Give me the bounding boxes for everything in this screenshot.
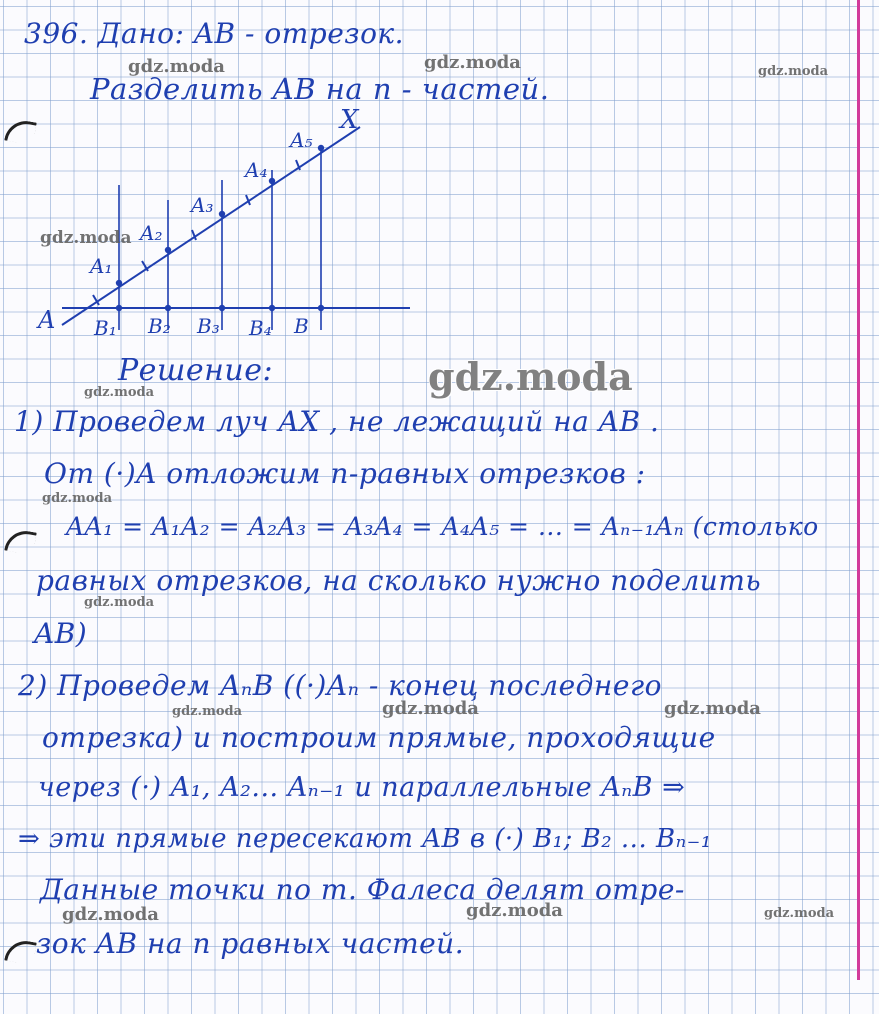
label-a1: A₁ bbox=[90, 254, 113, 278]
watermark: gdz.moda bbox=[128, 56, 225, 77]
watermark-large: gdz.moda bbox=[428, 354, 633, 399]
label-a5: A₅ bbox=[290, 128, 313, 152]
watermark: gdz.moda bbox=[42, 491, 113, 506]
solution-heading: Решение: bbox=[118, 353, 274, 388]
point-b1 bbox=[116, 305, 122, 311]
label-b: B bbox=[294, 314, 309, 338]
label-a3: A₃ bbox=[191, 193, 214, 217]
step-1-note: равных отрезков, на сколько нужно поделить bbox=[36, 564, 762, 597]
label-point-a: A bbox=[38, 306, 56, 334]
step-2-through-points: через (·) A₁, A₂... Aₙ₋₁ и параллельные AₙB ⇒ bbox=[38, 772, 686, 803]
watermark: gdz.moda bbox=[466, 900, 563, 921]
point-a5 bbox=[318, 145, 324, 151]
label-ray-x: X bbox=[340, 105, 359, 135]
point-a4 bbox=[269, 178, 275, 184]
problem-task-line: Разделить AB на n - частей. bbox=[90, 72, 550, 106]
step-2-continued: отрезка) и построим прямые, проходящие bbox=[42, 721, 716, 754]
point-b4 bbox=[269, 305, 275, 311]
problem-given-line: 396. Дано: AB - отрезок. bbox=[24, 17, 405, 50]
point-a3 bbox=[219, 211, 225, 217]
conclusion-line: Данные точки по т. Фалеса делят отре- bbox=[40, 873, 685, 906]
equal-segments-equation: AA₁ = A₁A₂ = A₂A₃ = A₃A₄ = A₄A₅ = ... = Aₙ₋₁Aₙ (столько bbox=[66, 512, 819, 541]
step-1-line: 1) Проведем луч AX , не лежащий на AB . bbox=[14, 405, 660, 438]
point-a1 bbox=[116, 280, 122, 286]
label-b4: B₄ bbox=[249, 316, 272, 340]
label-b1: B₁ bbox=[94, 316, 117, 340]
watermark: gdz.moda bbox=[382, 698, 479, 719]
watermark: gdz.moda bbox=[758, 64, 829, 79]
ray-ax bbox=[62, 127, 360, 325]
point-a2 bbox=[165, 247, 171, 253]
watermark: gdz.moda bbox=[84, 385, 155, 400]
watermark: gdz.moda bbox=[764, 906, 835, 921]
step-2-line: 2) Проведем AₙB ((·)Aₙ - конец последнего bbox=[18, 669, 662, 702]
label-b3: B₃ bbox=[197, 314, 220, 338]
step-2-intersections: ⇒ эти прямые пересекают AB в (·) B₁; B₂ ... Bₙ₋₁ bbox=[18, 824, 712, 854]
point-b2 bbox=[165, 305, 171, 311]
conclusion-end: зок AB на n равных частей. bbox=[36, 927, 465, 960]
watermark: gdz.moda bbox=[84, 595, 155, 610]
label-a4: A₄ bbox=[245, 158, 268, 182]
step-1-continued: От (·)A отложим n-равных отрезков : bbox=[44, 457, 646, 490]
point-b3 bbox=[219, 305, 225, 311]
label-b2: B₂ bbox=[148, 314, 171, 338]
step-1-note-end: AB) bbox=[34, 617, 88, 650]
label-a2: A₂ bbox=[140, 221, 163, 245]
watermark: gdz.moda bbox=[40, 228, 132, 248]
watermark: gdz.moda bbox=[664, 698, 761, 719]
watermark: gdz.moda bbox=[424, 52, 521, 73]
watermark: gdz.moda bbox=[62, 904, 159, 925]
point-b bbox=[318, 305, 324, 311]
watermark: gdz.moda bbox=[172, 704, 243, 719]
